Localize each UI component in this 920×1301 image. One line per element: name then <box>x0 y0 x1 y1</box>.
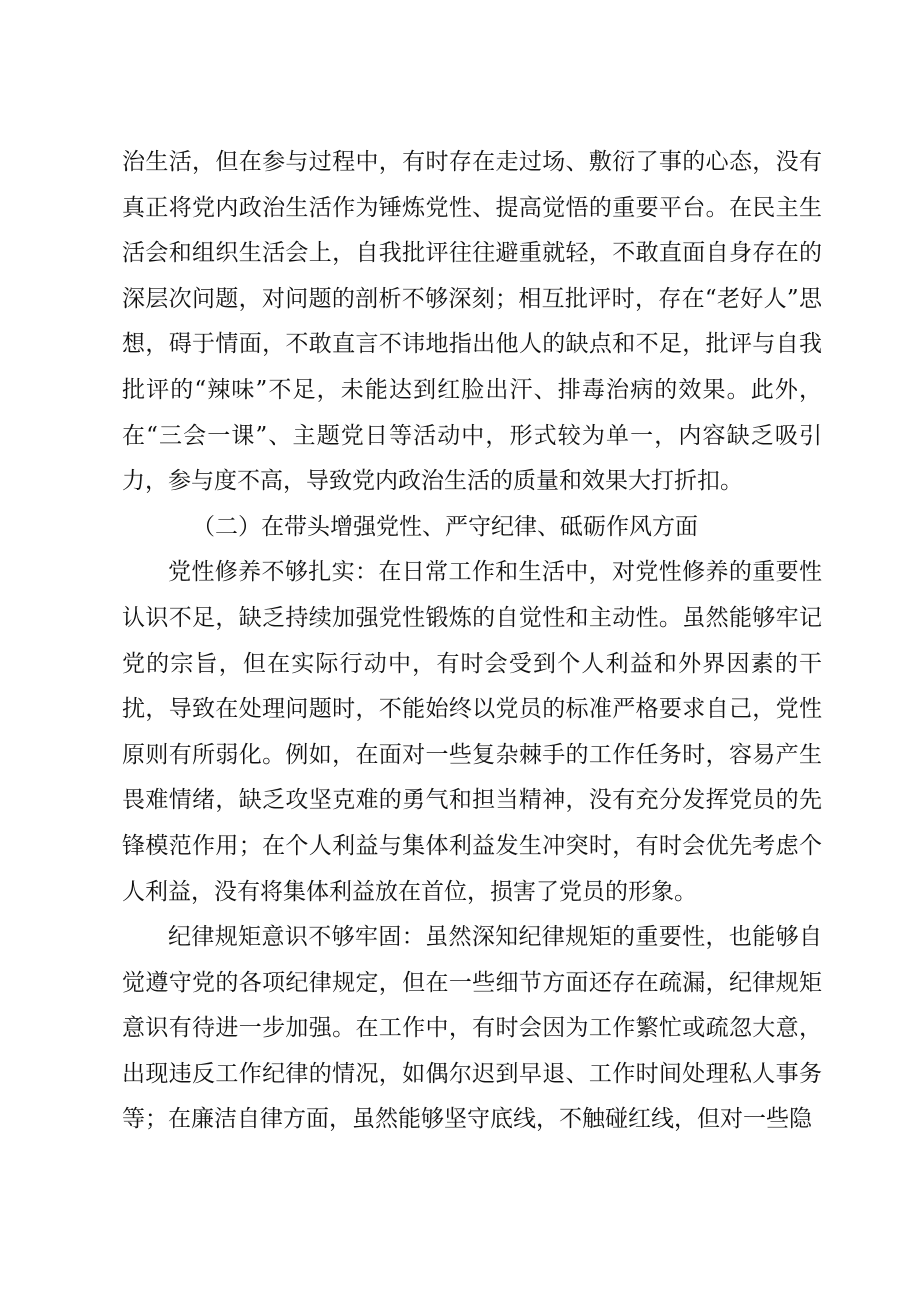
document-body <box>122 140 822 1143</box>
paragraph-party-cultivation: 党性修养不够扎实：在日常工作和生活中，对党性修养的重要性认识不足，缺乏持续加强党性锻炼的自觉性和主动性。虽然能够牢记党的宗旨，但在实际行动中，有时会受到个人利益和外界因素的干扰，导致在处理问题时，不能始终以党员的标准严格要求自己，党性原则有所弱化。例如，在面对一些复杂棘手的工作任务时，容易产生畏难情绪，缺乏攻坚克难的勇气和担当精神，没有充分发挥党员的先锋模范作用；在个人利益与集体利益发生冲突时，有时会优先考虑个人利益，没有将集体利益放在首位，损害了党员的形象。 <box>122 559 822 905</box>
paragraph-discipline-awareness: 纪律规矩意识不够牢固：虽然深知纪律规矩的重要性，也能够自觉遵守党的各项纪律规定，但在一些细节方面还存在疏漏，纪律规矩意识有待进一步加强。在工作中，有时会因为工作繁忙或疏忽大意，出现违反工作纪律的情况，如偶尔迟到早退、工作时间处理私人事务等；在廉洁自律方面，虽然能够坚守底线，不触碰红线，但对一些隐 <box>122 924 822 1133</box>
section-heading-party-spirit: （二）在带头增强党性、严守纪律、砥砺作风方面 <box>192 513 698 540</box>
paragraph-political-life: 治生活，但在参与过程中，有时存在走过场、敷衍了事的心态，没有真正将党内政治生活作为锤炼党性、提高觉悟的重要平台。在民主生活会和组织生活会上，自我批评往往避重就轻，不敢直面自身存在的深层次问题，对问题的剖析不够深刻；相互批评时，存在“老好人”思想，碍于情面，不敢直言不讳地指出他人的缺点和不足，批评与自我批评的“辣味”不足，未能达到红脸出汗、排毒治病的效果。此外，在“三会一课”、主题党日等活动中，形式较为单一，内容缺乏吸引力，参与度不高，导致党内政治生活的质量和效果大打折扣。 <box>122 149 822 495</box>
